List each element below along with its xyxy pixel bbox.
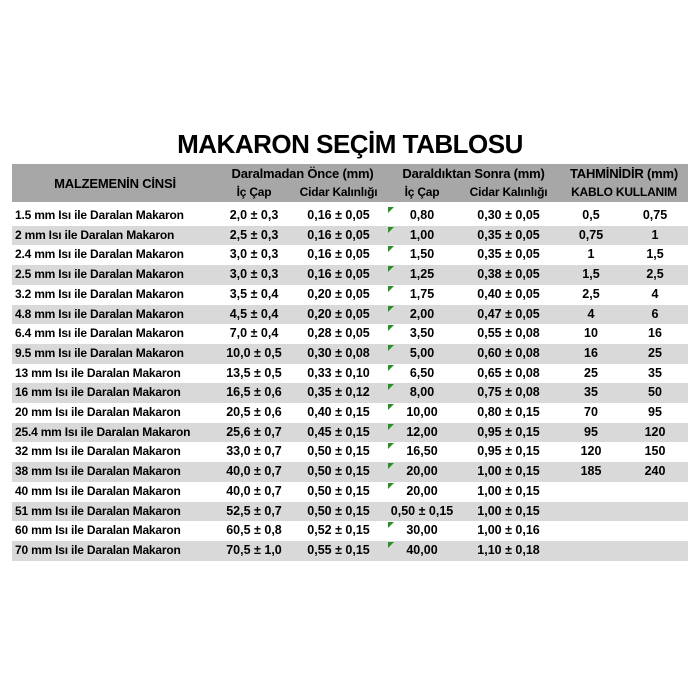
cell-material-name: 2 mm Isı ile Daralan Makaron [15, 227, 175, 242]
cell-wall-thickness-before: 0,28 ± 0,05 [307, 326, 370, 341]
cell-value: 5,00 [409, 345, 435, 360]
cell-value: 20,00 [406, 464, 438, 479]
cell-wall-thickness-after: 0,80 ± 0,15 [477, 405, 540, 420]
cell-inner-diameter-before: 60,5 ± 0,8 [226, 523, 282, 538]
column-group-before-shrink: Daralmadan Önce (mm) [218, 164, 387, 183]
cell-cable-usage-min: 16 [584, 345, 598, 360]
cell-wall-thickness-after: 0,55 ± 0,08 [477, 326, 540, 341]
cell-wall-thickness-before: 0,50 ± 0,15 [307, 483, 370, 498]
column-header-inner-diameter-after: İç Çap [387, 183, 457, 202]
cell-wall-thickness-before: 0,16 ± 0,05 [307, 267, 370, 282]
cell-wall-thickness-after: 0,35 ± 0,05 [477, 227, 540, 242]
cell-cable-usage-max: 2,5 [646, 267, 664, 282]
cell-material-name: 2.5 mm Isı ile Daralan Makaron [15, 267, 184, 282]
cell-inner-diameter-before: 25,6 ± 0,7 [226, 424, 282, 439]
excel-error-flag-icon [388, 483, 394, 489]
excel-error-flag-icon [388, 227, 394, 233]
excel-error-flag-icon [388, 286, 394, 292]
cell-inner-diameter-after [387, 383, 457, 403]
cell-inner-diameter-before: 40,0 ± 0,7 [226, 483, 282, 498]
cell-cable-usage-max: 25 [648, 345, 662, 360]
cell-wall-thickness-before: 0,30 ± 0,08 [307, 345, 370, 360]
cell-value: 0,80 [409, 208, 435, 222]
excel-error-flag-icon [388, 522, 394, 528]
cell-inner-diameter-after [387, 442, 457, 462]
cell-inner-diameter-after [387, 305, 457, 325]
cell-material-name: 20 mm Isı ile Daralan Makaron [15, 405, 181, 420]
cell-cable-usage-max: 1 [651, 227, 659, 242]
cell-wall-thickness-after: 0,47 ± 0,05 [477, 306, 540, 321]
cell-inner-diameter-before: 3,0 ± 0,3 [229, 247, 279, 262]
cell-cable-usage-min [560, 521, 622, 541]
column-group-estimate: TAHMİNİDİR (mm) [560, 164, 688, 183]
cell-material-name: 40 mm Isı ile Daralan Makaron [15, 483, 181, 498]
cell-material-name: 38 mm Isı ile Daralan Makaron [15, 464, 181, 479]
cell-inner-diameter-before: 52,5 ± 0,7 [226, 503, 282, 518]
cell-wall-thickness-after: 1,00 ± 0,15 [477, 464, 540, 479]
table-header [12, 164, 688, 202]
cell-cable-usage-min: 0,75 [578, 227, 604, 242]
column-header-cable-usage: KABLO KULLANIM [560, 183, 688, 202]
cell-wall-thickness-before: 0,50 ± 0,15 [307, 464, 370, 479]
cell-cable-usage-min: 10 [584, 326, 598, 341]
cell-inner-diameter-before: 3,5 ± 0,4 [229, 286, 279, 301]
cell-inner-diameter-after [387, 502, 457, 522]
cell-inner-diameter-after [387, 423, 457, 443]
excel-error-flag-icon [388, 246, 394, 252]
column-header-wall-thickness-after: Cidar Kalınlığı [457, 183, 560, 202]
cell-inner-diameter-before: 4,5 ± 0,4 [229, 306, 279, 321]
cell-cable-usage-min [560, 502, 622, 522]
cell-value: 16,50 [406, 444, 438, 459]
cell-cable-usage-max: 240 [644, 464, 666, 479]
cell-cable-usage-min: 1,5 [582, 267, 600, 282]
excel-error-flag-icon [388, 345, 394, 351]
cell-wall-thickness-before: 0,50 ± 0,15 [307, 503, 370, 518]
cell-inner-diameter-after [387, 226, 457, 246]
cell-material-name: 25.4 mm Isı ile Daralan Makaron [15, 424, 191, 439]
cell-wall-thickness-after: 1,10 ± 0,18 [477, 542, 540, 557]
cell-wall-thickness-before: 0,16 ± 0,05 [307, 208, 370, 222]
cell-wall-thickness-after: 0,95 ± 0,15 [477, 424, 540, 439]
cell-wall-thickness-after: 0,38 ± 0,05 [477, 267, 540, 282]
cell-cable-usage-max: 0,75 [642, 208, 668, 222]
cell-material-name: 51 mm Isı ile Daralan Makaron [15, 503, 181, 518]
table-row [12, 462, 688, 482]
cell-wall-thickness-before: 0,35 ± 0,12 [307, 385, 370, 400]
cell-inner-diameter-after [387, 541, 457, 561]
cell-cable-usage-max: 4 [651, 286, 659, 301]
cell-inner-diameter-before: 3,0 ± 0,3 [229, 267, 279, 282]
cell-value: 1,00 [409, 227, 435, 242]
cell-cable-usage-min: 0,5 [582, 208, 600, 222]
column-header-material-type: MALZEMENİN CİNSİ [12, 164, 218, 202]
cell-cable-usage-max: 50 [648, 385, 662, 400]
column-header-inner-diameter-before: İç Çap [218, 183, 290, 202]
cell-inner-diameter-after [387, 245, 457, 265]
cell-cable-usage-max [622, 502, 688, 522]
cell-material-name: 60 mm Isı ile Daralan Makaron [15, 523, 181, 538]
cell-inner-diameter-after [387, 462, 457, 482]
cell-cable-usage-max: 150 [644, 444, 666, 459]
cell-wall-thickness-after: 0,35 ± 0,05 [477, 247, 540, 262]
cell-cable-usage-max [622, 482, 688, 502]
cell-material-name: 13 mm Isı ile Daralan Makaron [15, 365, 181, 380]
cell-material-name: 4.8 mm Isı ile Daralan Makaron [15, 306, 184, 321]
cell-value: 1,50 [409, 247, 435, 262]
table-row [12, 442, 688, 462]
cell-value: 0,50 ± 0,15 [390, 503, 454, 518]
cell-wall-thickness-before: 0,20 ± 0,05 [307, 306, 370, 321]
cell-inner-diameter-after [387, 324, 457, 344]
cell-value: 6,50 [409, 365, 435, 380]
table-row [12, 423, 688, 443]
cell-value: 8,00 [409, 385, 435, 400]
cell-cable-usage-min [560, 541, 622, 561]
cell-value: 12,00 [406, 424, 438, 439]
makaron-selection-table [12, 164, 688, 561]
cell-cable-usage-max [622, 521, 688, 541]
cell-value: 1,25 [409, 267, 435, 282]
cell-value: 20,00 [406, 483, 438, 498]
cell-wall-thickness-before: 0,52 ± 0,15 [307, 523, 370, 538]
cell-wall-thickness-before: 0,33 ± 0,10 [307, 365, 370, 380]
cell-material-name: 6.4 mm Isı ile Daralan Makaron [15, 326, 184, 341]
table-row [12, 502, 688, 522]
cell-inner-diameter-before: 70,5 ± 1,0 [226, 542, 282, 557]
excel-error-flag-icon [388, 384, 394, 390]
cell-inner-diameter-after [387, 206, 457, 226]
cell-wall-thickness-after: 0,65 ± 0,08 [477, 365, 540, 380]
cell-wall-thickness-after: 0,30 ± 0,05 [477, 208, 540, 222]
cell-value: 10,00 [406, 405, 438, 420]
cell-wall-thickness-before: 0,45 ± 0,15 [307, 424, 370, 439]
cell-wall-thickness-before: 0,50 ± 0,15 [307, 444, 370, 459]
cell-cable-usage-min: 1 [587, 247, 595, 262]
cell-wall-thickness-after: 0,75 ± 0,08 [477, 385, 540, 400]
cell-material-name: 3.2 mm Isı ile Daralan Makaron [15, 286, 184, 301]
cell-cable-usage-max [622, 541, 688, 561]
table-row [12, 285, 688, 305]
cell-inner-diameter-after [387, 403, 457, 423]
cell-wall-thickness-after: 0,60 ± 0,08 [477, 345, 540, 360]
table-row [12, 226, 688, 246]
excel-error-flag-icon [388, 306, 394, 312]
table-row [12, 521, 688, 541]
column-header-wall-thickness-before: Cidar Kalınlığı [290, 183, 387, 202]
excel-error-flag-icon [388, 325, 394, 331]
table-row [12, 541, 688, 561]
cell-wall-thickness-before: 0,20 ± 0,05 [307, 286, 370, 301]
table-row [12, 383, 688, 403]
excel-error-flag-icon [388, 542, 394, 548]
cell-inner-diameter-after [387, 521, 457, 541]
column-group-after-shrink: Daraldıktan Sonra (mm) [387, 164, 560, 183]
cell-wall-thickness-before: 0,16 ± 0,05 [307, 247, 370, 262]
cell-inner-diameter-before: 2,5 ± 0,3 [229, 227, 279, 242]
cell-inner-diameter-before: 13,5 ± 0,5 [226, 365, 282, 380]
cell-cable-usage-min: 185 [580, 464, 602, 479]
cell-cable-usage-min [560, 482, 622, 502]
cell-material-name: 70 mm Isı ile Daralan Makaron [15, 542, 181, 557]
table-row [12, 305, 688, 325]
cell-inner-diameter-after [387, 285, 457, 305]
cell-wall-thickness-before: 0,55 ± 0,15 [307, 542, 370, 557]
cell-value: 40,00 [406, 542, 438, 557]
table-row [12, 403, 688, 423]
cell-inner-diameter-before: 10,0 ± 0,5 [226, 345, 282, 360]
cell-material-name: 32 mm Isı ile Daralan Makaron [15, 444, 181, 459]
cell-wall-thickness-after: 0,95 ± 0,15 [477, 444, 540, 459]
cell-wall-thickness-before: 0,40 ± 0,15 [307, 405, 370, 420]
cell-material-name: 1.5 mm Isı ile Daralan Makaron [15, 208, 184, 222]
cell-cable-usage-min: 70 [584, 405, 598, 420]
cell-inner-diameter-before: 2,0 ± 0,3 [229, 208, 279, 222]
cell-cable-usage-max: 16 [648, 326, 662, 341]
cell-material-name: 2.4 mm Isı ile Daralan Makaron [15, 247, 184, 262]
cell-inner-diameter-after [387, 482, 457, 502]
cell-cable-usage-min: 35 [584, 385, 598, 400]
excel-error-flag-icon [388, 266, 394, 272]
cell-cable-usage-min: 25 [584, 365, 598, 380]
cell-inner-diameter-before: 40,0 ± 0,7 [226, 464, 282, 479]
cell-inner-diameter-before: 20,5 ± 0,6 [226, 405, 282, 420]
cell-value: 30,00 [406, 523, 438, 538]
excel-error-flag-icon [388, 424, 394, 430]
table-row [12, 324, 688, 344]
cell-cable-usage-min: 120 [580, 444, 602, 459]
cell-wall-thickness-after: 1,00 ± 0,15 [477, 483, 540, 498]
cell-cable-usage-max: 1,5 [646, 247, 664, 262]
table-row [12, 245, 688, 265]
cell-wall-thickness-after: 1,00 ± 0,16 [477, 523, 540, 538]
cell-value: 2,00 [409, 306, 435, 321]
excel-error-flag-icon [388, 207, 394, 213]
excel-error-flag-icon [388, 443, 394, 449]
excel-error-flag-icon [388, 404, 394, 410]
table-row [12, 265, 688, 285]
cell-cable-usage-min: 2,5 [582, 286, 600, 301]
cell-wall-thickness-after: 1,00 ± 0,15 [477, 503, 540, 518]
cell-value: 3,50 [409, 326, 435, 341]
cell-material-name: 9.5 mm Isı ile Daralan Makaron [15, 345, 184, 360]
table-row [12, 206, 688, 226]
cell-cable-usage-min: 4 [587, 306, 595, 321]
cell-inner-diameter-before: 16,5 ± 0,6 [226, 385, 282, 400]
cell-inner-diameter-before: 33,0 ± 0,7 [226, 444, 282, 459]
cell-wall-thickness-after: 0,40 ± 0,05 [477, 286, 540, 301]
table-row [12, 482, 688, 502]
excel-error-flag-icon [388, 463, 394, 469]
cell-value: 1,75 [409, 286, 435, 301]
cell-cable-usage-max: 6 [651, 306, 659, 321]
cell-cable-usage-max: 120 [644, 424, 666, 439]
cell-cable-usage-max: 95 [648, 405, 662, 420]
cell-cable-usage-max: 35 [648, 365, 662, 380]
cell-inner-diameter-before: 7,0 ± 0,4 [229, 326, 279, 341]
cell-material-name: 16 mm Isı ile Daralan Makaron [15, 385, 181, 400]
table-row [12, 344, 688, 364]
cell-inner-diameter-after [387, 344, 457, 364]
table-body [12, 202, 688, 561]
cell-wall-thickness-before: 0,16 ± 0,05 [307, 227, 370, 242]
cell-cable-usage-min: 95 [584, 424, 598, 439]
excel-error-flag-icon [388, 365, 394, 371]
table-row [12, 364, 688, 384]
cell-inner-diameter-after [387, 364, 457, 384]
page-title: MAKARON SEÇİM TABLOSU [177, 129, 523, 159]
cell-inner-diameter-after [387, 265, 457, 285]
